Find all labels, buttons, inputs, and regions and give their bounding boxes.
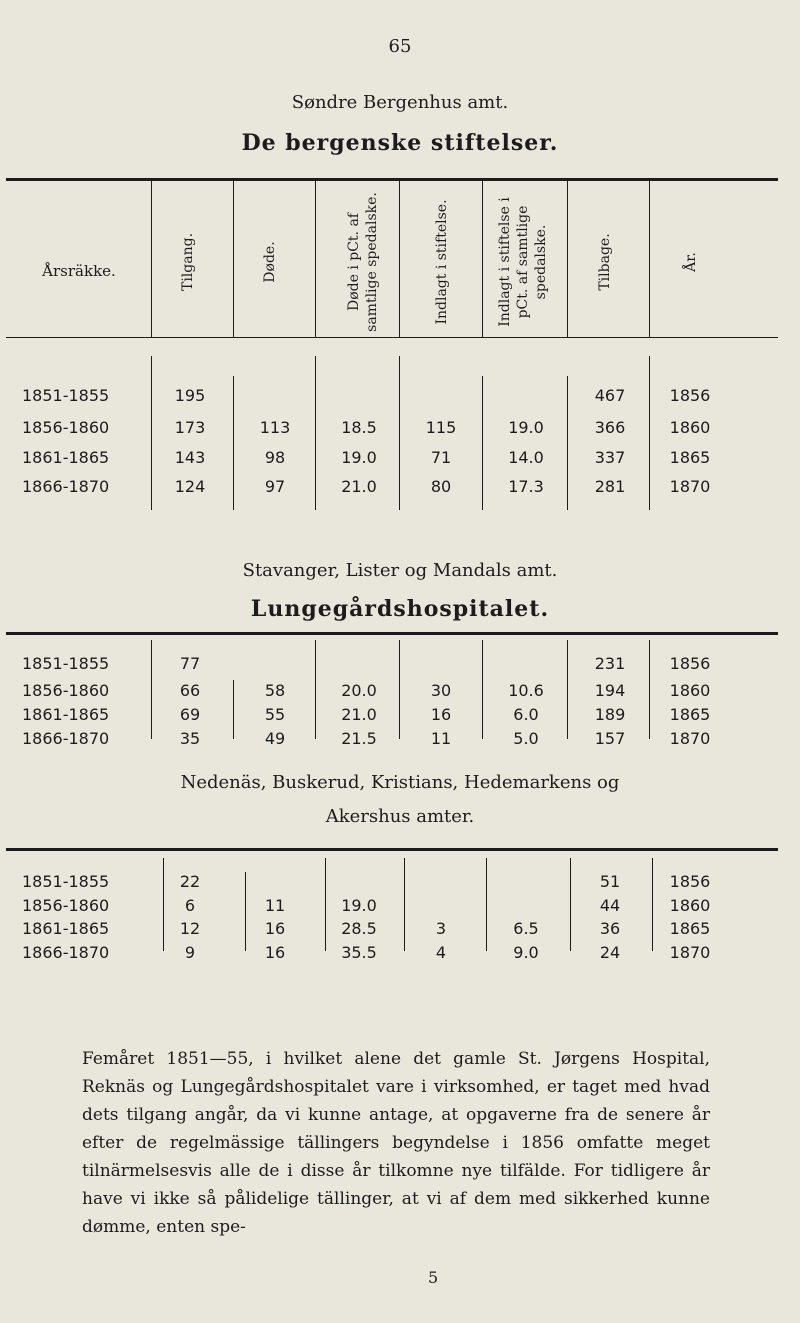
table-row: 1866-1870 9 16 35.5 4 9.0 24 1870	[22, 943, 711, 962]
body-paragraph: Femåret 1851—55, i hvilket alene det gamle St. Jørgens Hospital, Reknäs og Lungegårdshospitalet vare i virksomhed, er taget med hvad dets tilgang angår, da vi kunne antage, at opgaverne fra de senere år efter de regelmässige tällingers begyndelse i 1856 omfatte meget tilnärmelsesvis alle de i disse år tilkomne nye tilfälde. For tidligere år have vi ikke så pålidelige tällinger, at vi af dem med sikkerhed kunne dømme, enten spe-	[82, 1049, 710, 1237]
section3-top-rule	[6, 848, 778, 851]
table-row: 1861-1865 12 16 28.5 3 6.5 36 1865	[22, 919, 711, 938]
section1-institution-title: De bergenske stiftelser.	[241, 130, 559, 156]
table-row: 1866-1870 35 49 21.5 11 5.0 157 1870	[22, 729, 711, 748]
header-bottom-rule	[6, 337, 778, 338]
section2-region-title: Stavanger, Lister og Mandals amt.	[242, 560, 558, 581]
header-divider	[233, 180, 234, 337]
header-indlagt-pct: Indlagt i stiftelse i pCt. af samtlige spedalske.	[497, 197, 549, 327]
header-divider	[567, 180, 568, 337]
header-divider	[399, 180, 400, 337]
header-dode-pct: Døde i pCt. af samtlige spedalske.	[346, 192, 380, 332]
section3-region-title: Nedenäs, Buskerud, Kristians, Hedemarkens og	[180, 772, 620, 793]
table-row: 1866-1870 124 97 21.0 80 17.3 281 1870	[22, 477, 711, 496]
section3-region-title-cont: Akershus amter.	[325, 806, 475, 827]
header-divider	[649, 180, 650, 337]
section1-region-title: Søndre Bergenhus amt.	[291, 92, 509, 113]
table-row: 1856-1860 173 113 18.5 115 19.0 366 1860	[22, 418, 711, 437]
header-divider	[151, 180, 152, 337]
section2-institution-title: Lungegårdshospitalet.	[250, 596, 550, 622]
header-tilbage: Tilbage.	[597, 233, 613, 291]
signature-mark: 5	[428, 1268, 439, 1287]
table-row: 1856-1860 66 58 20.0 30 10.6 194 1860	[22, 681, 711, 700]
table-row: 1851-1855 77 231 1856	[22, 654, 711, 673]
table-row: 1851-1855 22 51 1856	[22, 872, 711, 891]
header-indlagt: Indlagt i stiftelse.	[434, 199, 450, 325]
section2-top-rule	[6, 632, 778, 635]
page-number: 65	[388, 36, 412, 57]
table-row: 1861-1865 69 55 21.0 16 6.0 189 1865	[22, 705, 711, 724]
header-divider	[482, 180, 483, 337]
table-row: 1861-1865 143 98 19.0 71 14.0 337 1865	[22, 448, 711, 467]
header-dode: Døde.	[262, 241, 278, 283]
table-row: 1851-1855 195 467 1856	[22, 386, 711, 405]
header-divider	[315, 180, 316, 337]
header-ar: År.	[683, 252, 699, 272]
header-arsrakke: Årsräkke.	[42, 262, 116, 280]
table-row: 1856-1860 6 11 19.0 44 1860	[22, 896, 711, 915]
table-top-rule	[6, 178, 778, 181]
header-tilgang: Tilgang.	[180, 232, 196, 292]
